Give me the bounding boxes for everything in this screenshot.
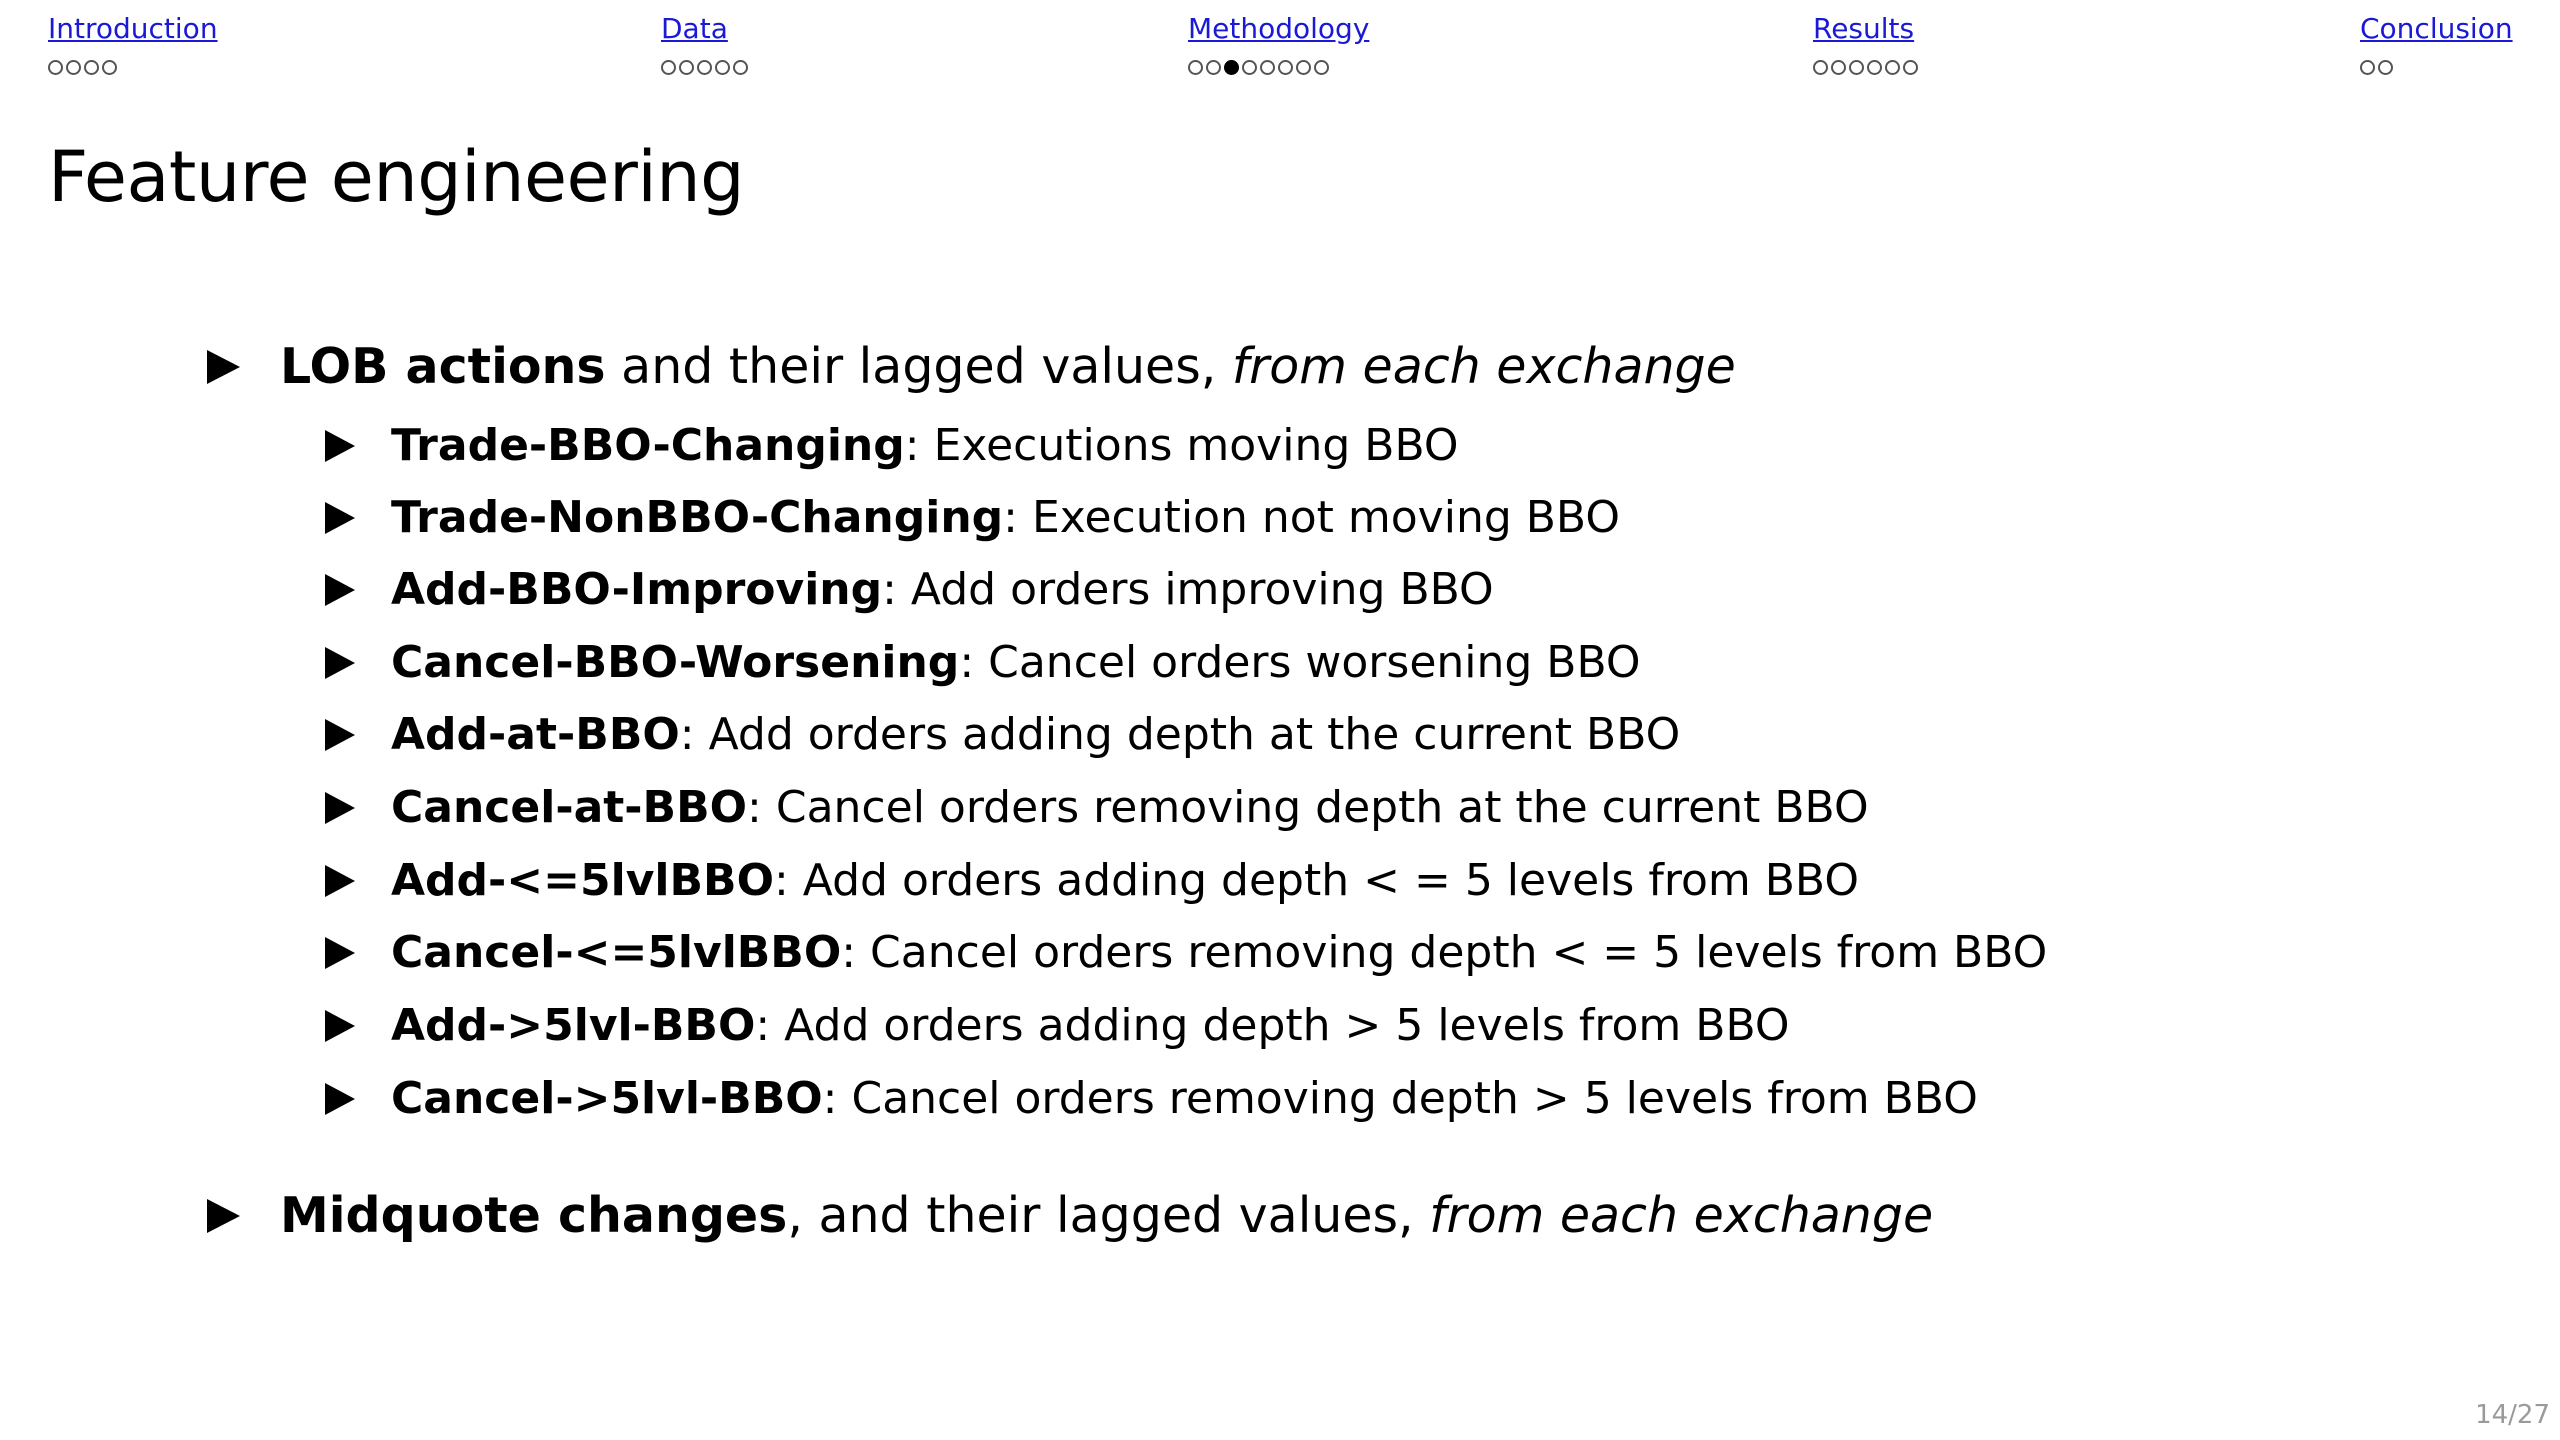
frame-dots-data: [661, 56, 748, 78]
frame-dot-icon[interactable]: [102, 60, 117, 75]
triangle-bullet-icon: [325, 865, 355, 897]
list-item: [325, 492, 1620, 543]
triangle-bullet-icon: [325, 937, 355, 969]
list-item-text: [391, 709, 1681, 760]
triangle-bullet-icon: [325, 792, 355, 824]
triangle-bullet-icon: [325, 502, 355, 534]
list-item-text: [391, 420, 1459, 471]
list-item: [325, 1073, 1978, 1124]
frame-dot-icon[interactable]: [48, 60, 63, 75]
list-item-desc: : Cancel orders removing depth < = 5 levels from BBO: [841, 927, 2048, 978]
nav-link-introduction[interactable]: Introduction: [48, 12, 218, 45]
list-item-text: [391, 855, 1859, 906]
list-item-desc: : Cancel orders removing depth > 5 levels from BBO: [822, 1073, 1978, 1124]
nav-link-results[interactable]: Results: [1813, 12, 1915, 45]
list-item: [325, 709, 1681, 760]
list-item-desc: : Execution not moving BBO: [1003, 492, 1620, 543]
frame-dot-icon[interactable]: [1813, 60, 1828, 75]
triangle-bullet-icon: [325, 719, 355, 751]
frame-dot-icon[interactable]: [1314, 60, 1329, 75]
frame-dot-icon[interactable]: [733, 60, 748, 75]
list-item-text: [391, 564, 1494, 615]
list-item-desc: : Executions moving BBO: [904, 420, 1459, 471]
triangle-bullet-icon: [207, 350, 240, 384]
list-item: [325, 782, 1869, 833]
frame-dots-introduction: [48, 56, 218, 78]
nav-section-conclusion: [2360, 12, 2513, 78]
nav-section-results: [1813, 12, 1918, 78]
frame-dot-icon[interactable]: [661, 60, 676, 75]
nav-link-methodology[interactable]: Methodology: [1188, 12, 1370, 45]
list-item: [325, 1000, 1790, 1051]
frame-dot-icon[interactable]: [1849, 60, 1864, 75]
list-item: [325, 564, 1494, 615]
list-item-lob-actions: [207, 338, 1736, 395]
list-item-text: [391, 1000, 1790, 1051]
frame-dot-icon[interactable]: [1206, 60, 1221, 75]
frame-title: Feature engineering: [48, 136, 745, 218]
list-item-midquote-changes: [207, 1187, 1934, 1244]
list-item-term: Cancel-at-BBO: [391, 782, 748, 833]
list-item: [325, 420, 1459, 471]
list-item-term: Cancel-BBO-Worsening: [391, 637, 960, 688]
nav-link-data[interactable]: Data: [661, 12, 728, 45]
list-item-term: Add->5lvl-BBO: [391, 1000, 756, 1051]
frame-dot-icon[interactable]: [1296, 60, 1311, 75]
frame-dot-icon[interactable]: [1867, 60, 1882, 75]
list-item-text: [391, 1073, 1978, 1124]
frame-dots-conclusion: [2360, 56, 2513, 78]
frame-dot-icon[interactable]: [697, 60, 712, 75]
frame-dot-icon[interactable]: [84, 60, 99, 75]
triangle-bullet-icon: [325, 574, 355, 606]
frame-dot-icon[interactable]: [1831, 60, 1846, 75]
frame-dot-icon[interactable]: [1260, 60, 1275, 75]
list-item-term: Add-BBO-Improving: [391, 564, 883, 615]
list-item-desc: : Add orders improving BBO: [882, 564, 1494, 615]
nav-link-conclusion[interactable]: Conclusion: [2360, 12, 2513, 45]
list-item-term: Trade-BBO-Changing: [391, 420, 905, 471]
list-item-desc: : Add orders adding depth < = 5 levels from BBO: [773, 855, 1859, 906]
list-item: [325, 855, 1859, 906]
list-item-emphasis: from each exchange: [1231, 338, 1736, 395]
list-item-desc: : Cancel orders worsening BBO: [959, 637, 1641, 688]
frame-dot-icon[interactable]: [1188, 60, 1203, 75]
list-item-desc: and their lagged values,: [605, 338, 1232, 395]
list-item-term: Cancel-<=5lvlBBO: [391, 927, 842, 978]
list-item-desc: : Add orders adding depth at the current BBO: [679, 709, 1681, 760]
frame-dot-icon[interactable]: [1242, 60, 1257, 75]
list-item-text: [391, 927, 2048, 978]
triangle-bullet-icon: [325, 1010, 355, 1042]
list-item-term: Trade-NonBBO-Changing: [391, 492, 1004, 543]
frame-dot-icon[interactable]: [2378, 60, 2393, 75]
frame-dot-icon[interactable]: [66, 60, 81, 75]
list-item-emphasis: from each exchange: [1429, 1187, 1934, 1244]
list-item-text: [391, 637, 1641, 688]
list-item-term: Add-<=5lvlBBO: [391, 855, 774, 906]
list-item-term: Midquote changes: [280, 1187, 788, 1244]
frame-dot-icon[interactable]: [715, 60, 730, 75]
section-navigation: [0, 0, 2560, 90]
list-item-desc: : Cancel orders removing depth at the current BBO: [747, 782, 1869, 833]
frame-dot-icon[interactable]: [1903, 60, 1918, 75]
list-item-term: Add-at-BBO: [391, 709, 680, 760]
frame-dot-icon[interactable]: [1885, 60, 1900, 75]
frame-dot-icon[interactable]: [1278, 60, 1293, 75]
triangle-bullet-icon: [207, 1199, 240, 1233]
list-item-text: [391, 782, 1869, 833]
nav-section-introduction: [48, 12, 218, 78]
triangle-bullet-icon: [325, 647, 355, 679]
list-item-text: [280, 338, 1736, 395]
current-frame-dot-icon[interactable]: [1224, 60, 1239, 75]
page-counter: 14/27: [2475, 1400, 2550, 1430]
triangle-bullet-icon: [325, 1083, 355, 1115]
nav-section-methodology: [1188, 12, 1369, 78]
list-item-desc: , and their lagged values,: [787, 1187, 1430, 1244]
frame-dots-methodology: [1188, 56, 1369, 78]
frame-dots-results: [1813, 56, 1918, 78]
triangle-bullet-icon: [325, 430, 355, 462]
list-item-term: LOB actions: [280, 338, 606, 395]
list-item-desc: : Add orders adding depth > 5 levels from BBO: [755, 1000, 1790, 1051]
frame-dot-icon[interactable]: [2360, 60, 2375, 75]
list-item-text: [391, 492, 1620, 543]
list-item: [325, 927, 2048, 978]
list-item-text: [280, 1187, 1934, 1244]
list-item-term: Cancel->5lvl-BBO: [391, 1073, 823, 1124]
list-item: [325, 637, 1641, 688]
nav-section-data: [661, 12, 748, 78]
frame-dot-icon[interactable]: [679, 60, 694, 75]
